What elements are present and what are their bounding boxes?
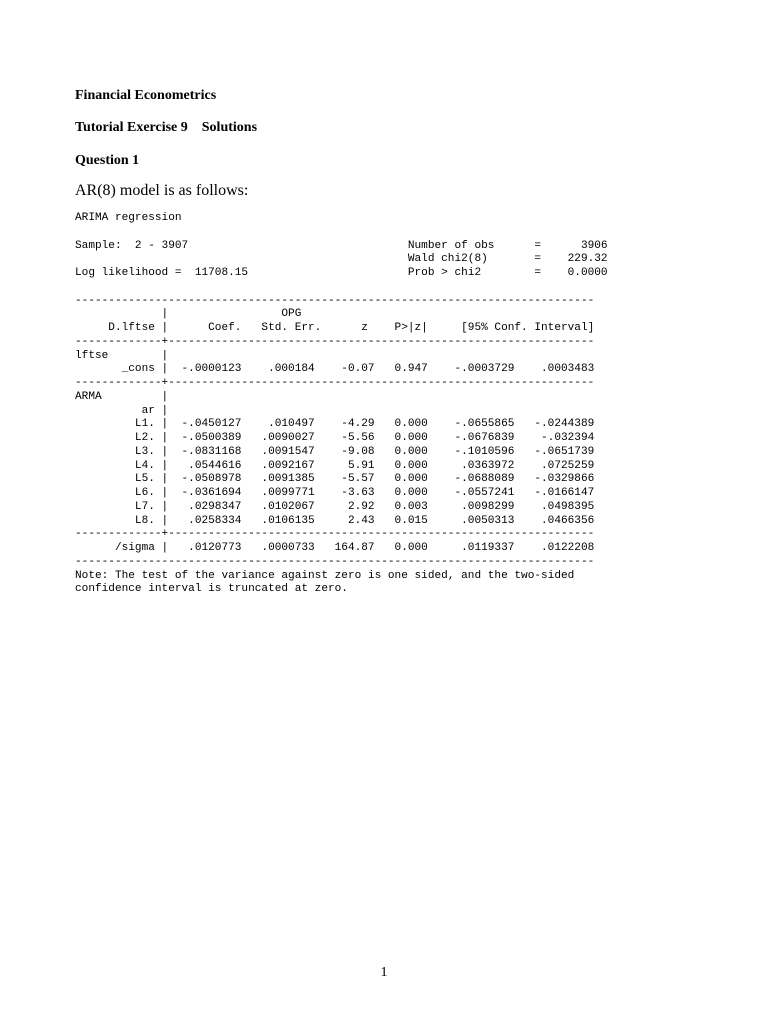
question-heading: Question 1 <box>75 153 140 168</box>
document-title: Financial Econometrics <box>75 88 217 103</box>
intro-text: AR(8) model is as follows: <box>75 182 249 199</box>
exercise-title: Tutorial Exercise 9 Solutions <box>75 120 258 135</box>
arima-regression-output: ARIMA regression Sample: 2 - 3907 Number of obs = 3906 Wald chi2(8) = 229.32 Log likelihood = 11708.15 Prob > chi2 = 0.0000 ------------------------------------------------------------------------------ | OPG D.lftse | Coef. Std. Err. z P>|z| [95% Conf. Interval] -------------+---------------------------------------------------------------- lftse | _cons | -.0000123 .000184 -0.07 0.947 -.0003729 .0003483 -------------+---------------------------------------------------------------- ARMA | ar | L1. | -.0450127 .010497 -4.29 0.000 -.0655865 -.0244389 L2. | -.0500389 .0090027 -5.56 0.000 -.0676839 -.032394 L3. | -.0831168 .0091547 -9.08 0.000 -.1010596 -.0651739 L4. | .0544616 .0092167 5.91 0.000 .0363972 .0725259 L5. | -.0508978 .0091385 -5.57 0.000 -.0688089 -.0329866 L6. | -.0361694 .0099771 -3.63 0.000 -.0557241 -.0166147 L7. | .0298347 .0102067 2.92 0.003 .0098299 .0498395 L8. | .0258334 .0106135 2.43 0.015 .0050313 .0466356 -------------+---------------------------------------------------------------- /sigma | .0120773 .0000733 164.87 0.000 .0119337 .0122208 ------------------------------------------------------------------------------ Note: The test of the variance against zero is one sided, and the two-sided confidence interval is truncated at zero. <box>75 212 608 596</box>
page-number: 1 <box>380 965 388 980</box>
